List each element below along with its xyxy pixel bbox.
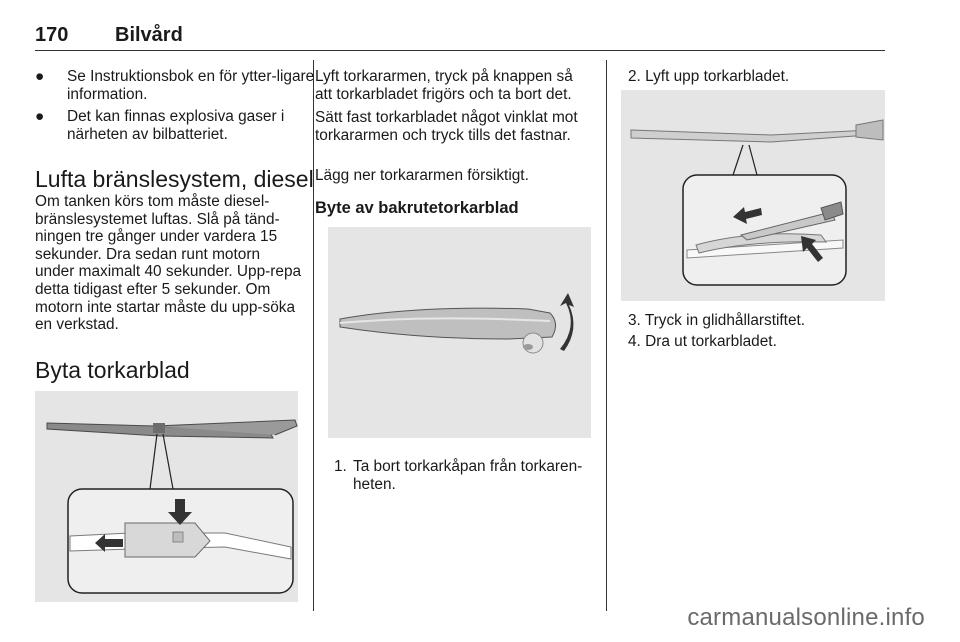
bullet-item (35, 68, 315, 108)
page-number: 170 (35, 24, 69, 46)
heading-fuel-system: Lufta bränslesystem, diesel (35, 166, 314, 192)
figure-wiper-blade (35, 391, 298, 602)
figure-lift-wiper-blade (621, 90, 885, 301)
paragraph-lift-arm: Lyft torkararmen, tryck på knappen så att torkarbladet frigörs och ta bort det. (315, 68, 573, 103)
bullet-dot-icon: ● (35, 108, 45, 125)
bullet-item (35, 108, 305, 148)
watermark: carmanualsonline.info (687, 604, 925, 631)
heading-wiper-blade: Byta torkarblad (35, 357, 190, 383)
paragraph-lower-arm: Lägg ner torkararmen försiktigt. (315, 167, 529, 184)
step-2-text: 2. Lyft upp torkarbladet. (628, 68, 790, 85)
section-title: Bilvård (115, 24, 183, 46)
step-1-text: Ta bort torkarkåpan från torkaren-heten. (353, 458, 583, 493)
fuel-paragraph: Om tanken körs tom måste diesel-bränslesystemet luftas. Slå på tänd-ningen tre gånger under vardera 15 sekunder. Dra sedan runt motorn under maximalt 40 sekunder. Upp-repa detta tidigast efter 5 sekunder. Om motorn inte startar måste du upp-söka en verkstad. (35, 193, 302, 334)
step-3-text: 3. Tryck in glidhållarstiftet. (628, 312, 806, 329)
bullet-text: Se Instruktionsbok en för ytter-ligare information. (67, 68, 315, 103)
bullet-text: Det kan finnas explosiva gaser i närheten av bilbatteriet. (67, 108, 285, 143)
column-divider-2 (606, 60, 607, 611)
step-4-text: 4. Dra ut torkarbladet. (628, 333, 777, 350)
heading-rear-wiper: Byte av bakrutetorkarblad (315, 199, 519, 217)
step-1-number: 1. (334, 458, 347, 475)
paragraph-attach-blade: Sätt fast torkarbladet något vinklat mot torkararmen och tryck tills det fastnar. (315, 109, 578, 144)
header-rule (35, 50, 885, 51)
bullet-dot-icon: ● (35, 68, 45, 85)
figure-rear-wiper-arm (328, 227, 591, 438)
